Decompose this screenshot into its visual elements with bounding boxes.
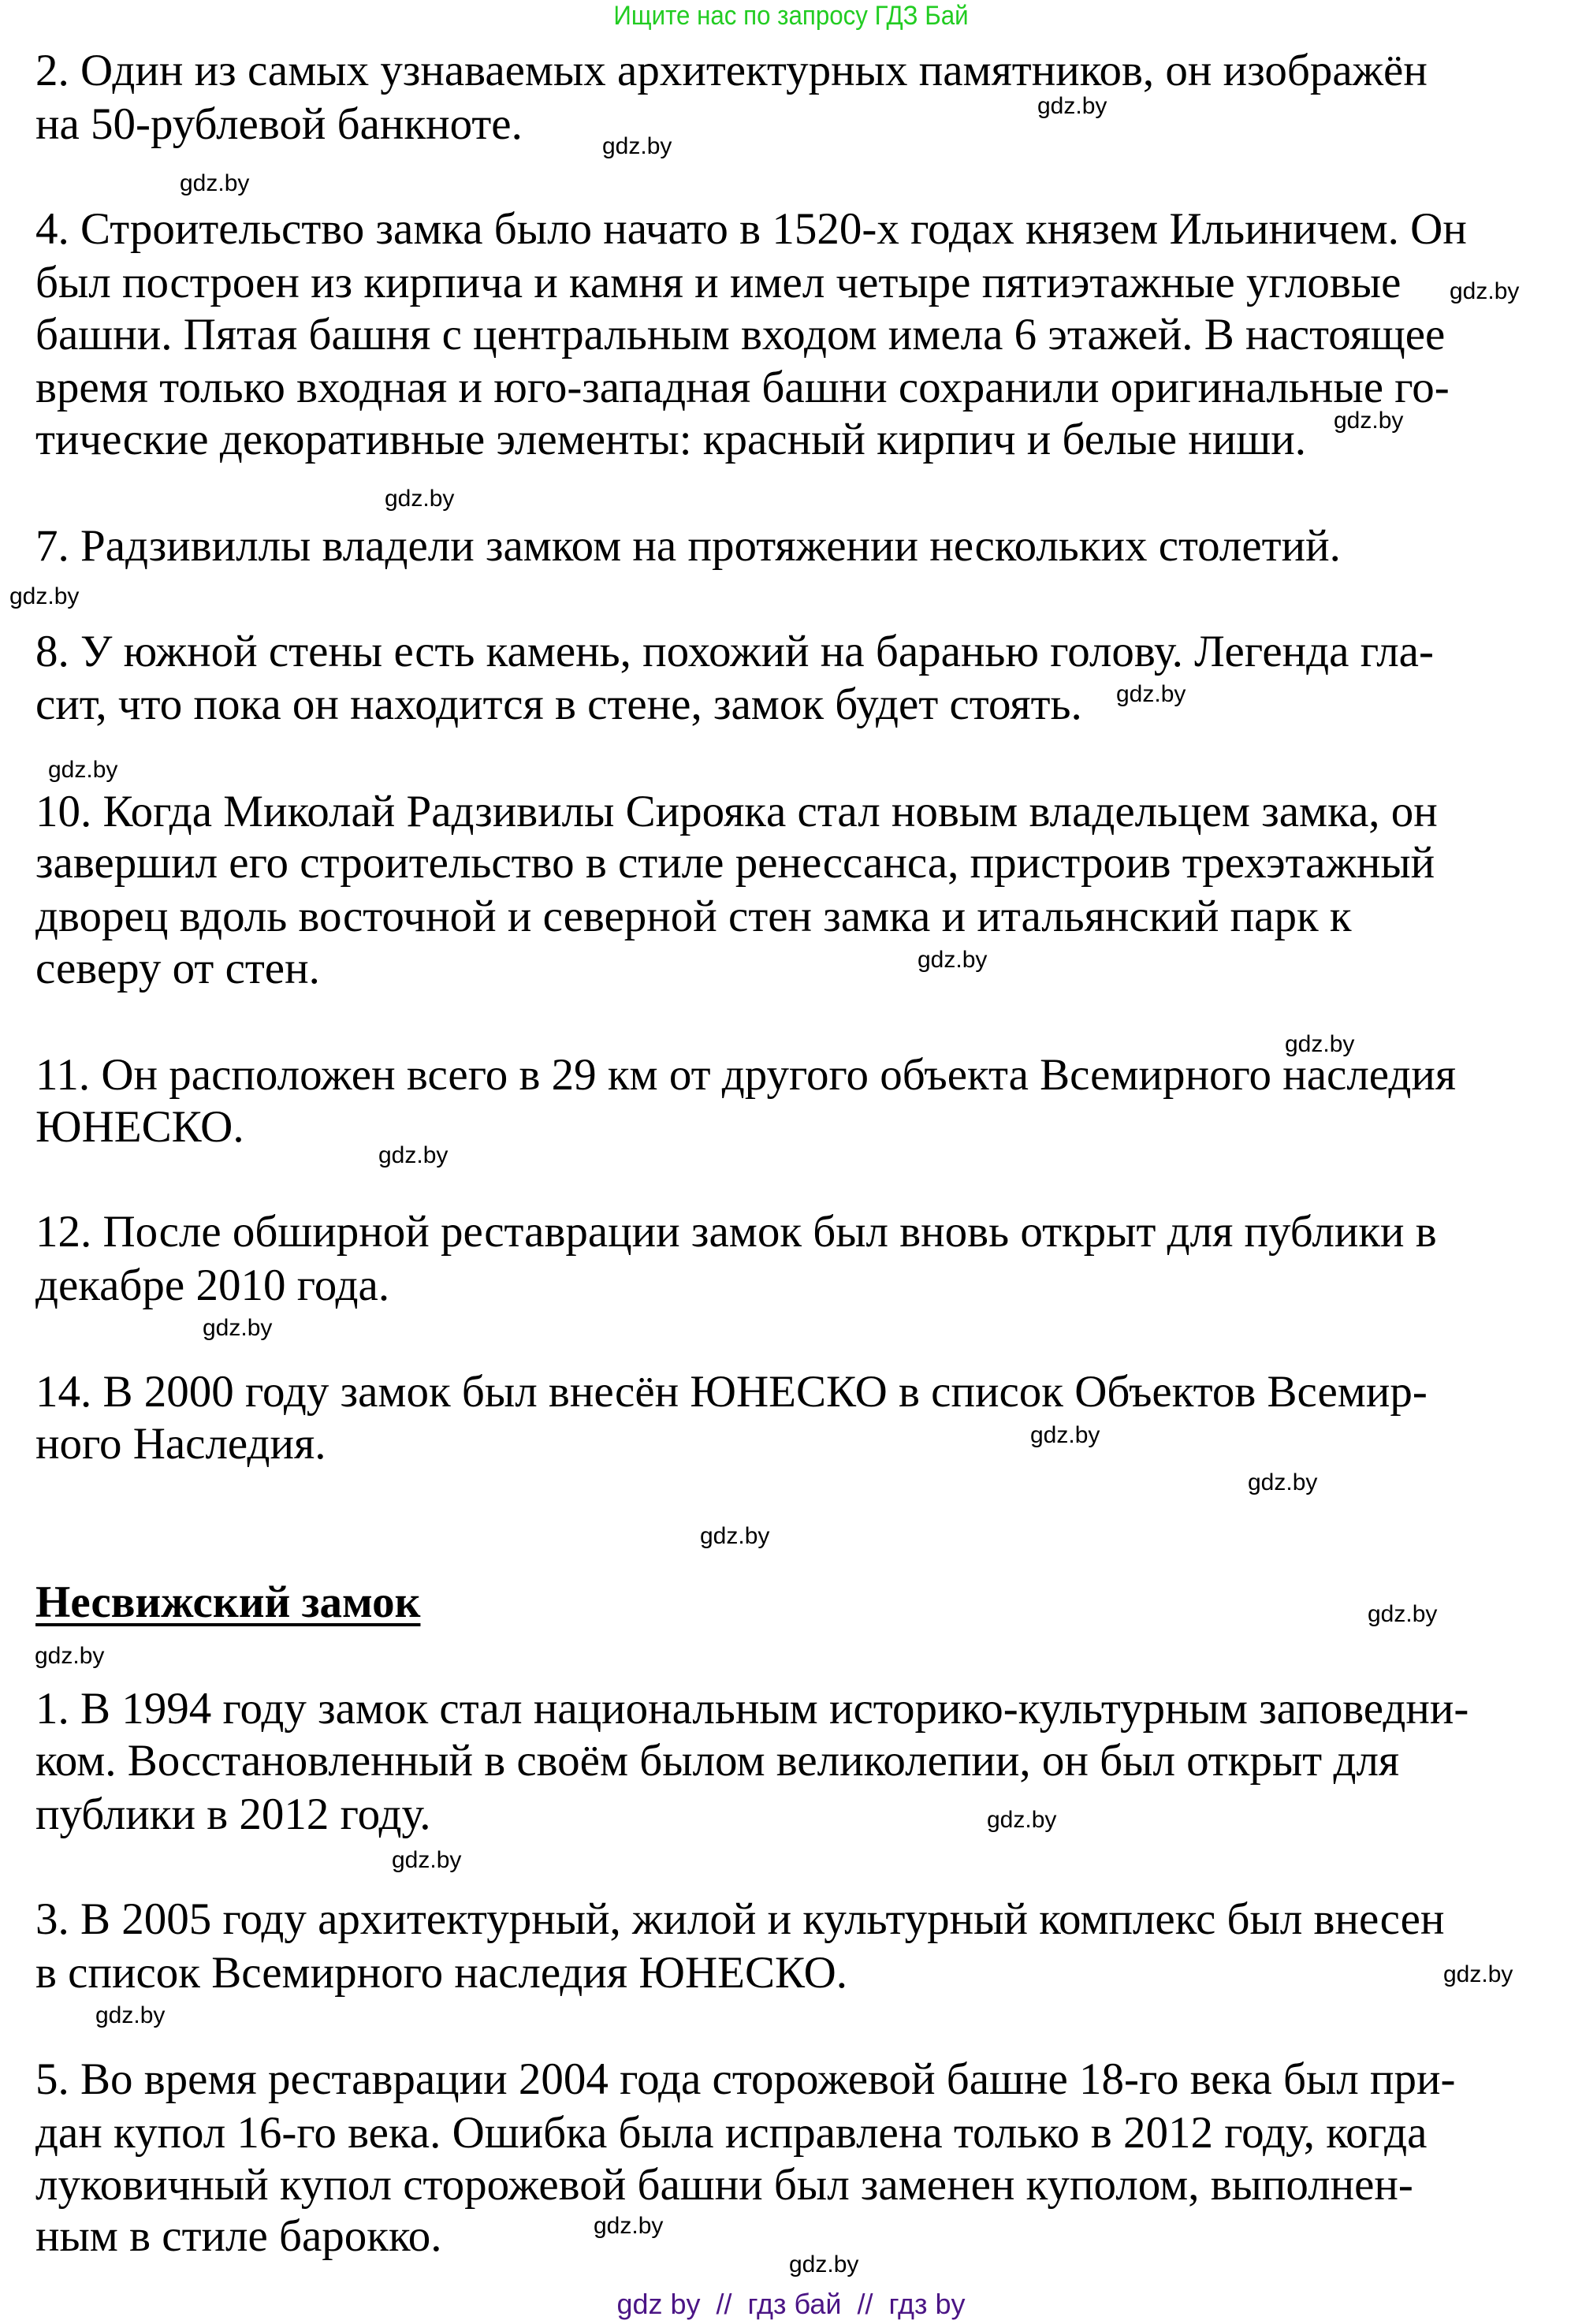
text-line: 1. В 1994 году замок стал национальным историко-культурным заповедни- (35, 1684, 1469, 1734)
watermark: gdz.by (1450, 278, 1520, 304)
watermark: gdz.by (1037, 93, 1107, 119)
text-line: ком. Восстановленный в своём былом великолепии, он был открыт для (35, 1736, 1400, 1786)
text-line: завершил его строительство в стиле ренессанса, пристроив трехэтажный (35, 838, 1435, 888)
text-line: 8. У южной стены есть камень, похожий на баранью голову. Легенда гла- (35, 627, 1434, 676)
text-line: время только входная и юго-западная башни сохранили оригинальные го- (35, 363, 1450, 412)
text-line: 10. Когда Миколай Радзивилы Сироякa стал новым владельцем замка, он (35, 787, 1438, 836)
text-line: 14. В 2000 году замок был внесён ЮНЕСКО в список Объектов Всемир- (35, 1367, 1428, 1417)
watermark: gdz.by (180, 170, 250, 196)
text-line: дворец вдоль восточной и северной стен замка и итальянский парк к (35, 892, 1352, 941)
watermark: gdz.by (602, 133, 672, 159)
watermark: gdz.by (918, 947, 988, 973)
text-line: дан купол 16-го века. Ошибка была исправлена только в 2012 году, когда (35, 2108, 1428, 2158)
text-line: тические декоративные элементы: красный кирпич и белые ниши. (35, 415, 1307, 464)
text-line: на 50-рублевой банкноте. (35, 99, 523, 149)
watermark: gdz.by (392, 1847, 462, 1873)
text-line: северу от стен. (35, 944, 320, 993)
text-line: башни. Пятая башня с центральным входом имела 6 этажей. В настоящее (35, 310, 1446, 359)
watermark: gdz.by (95, 2002, 166, 2028)
text-line: 5. Во время реставрации 2004 года сторожевой башне 18-го века был при- (35, 2054, 1456, 2104)
search-hint-banner: Ищите нас по запросу ГДЗ Бай (613, 1, 969, 31)
watermark: gdz.by (203, 1315, 273, 1341)
watermark: gdz.by (987, 1807, 1057, 1833)
text-line: публики в 2012 году. (35, 1790, 431, 1839)
text-line: сит, что пока он находится в стене, замок будет стоять. (35, 680, 1082, 729)
watermark: gdz.by (48, 757, 118, 783)
text-line: луковичный купол сторожевой башни был заменен куполом, выполнен- (35, 2160, 1413, 2210)
text-line: ного Наследия. (35, 1419, 326, 1469)
watermark: gdz.by (1334, 408, 1404, 434)
watermark: gdz.by (9, 583, 80, 609)
watermark: gdz.by (35, 1643, 105, 1669)
watermark: gdz.by (1368, 1601, 1438, 1627)
watermark: gdz.by (1443, 1961, 1513, 1987)
watermark: gdz.by (1116, 681, 1186, 707)
text-line: ным в стиле барокко. (35, 2211, 442, 2261)
watermark: gdz.by (594, 2213, 664, 2239)
text-line: 3. В 2005 году архитектурный, жилой и культурный комплекс был внесен (35, 1894, 1445, 1944)
section-heading: Несвижский замок (35, 1577, 421, 1627)
text-line: в список Всемирного наследия ЮНЕСКО. (35, 1948, 847, 1998)
text-line: был построен из кирпича и камня и имел четыре пятиэтажные угловые (35, 258, 1401, 307)
text-line: 7. Радзивиллы владели замком на протяжении нескольких столетий. (35, 521, 1341, 571)
watermark: gdz.by (789, 2251, 859, 2277)
text-line: 11. Он расположен всего в 29 км от другого объекта Всемирного наследия (35, 1050, 1457, 1100)
watermark: gdz.by (1030, 1422, 1100, 1448)
text-line: 4. Строительство замка было начато в 1520-х годах князем Ильиничем. Он (35, 204, 1467, 254)
watermark: gdz.by (700, 1523, 770, 1549)
watermark: gdz.by (1248, 1469, 1318, 1495)
footer-links: gdz by // гдз бай // гдз by (616, 2288, 966, 2320)
text-line: 12. После обширной реставрации замок был вновь открыт для публики в (35, 1207, 1437, 1257)
watermark: gdz.by (1285, 1031, 1355, 1057)
text-line: ЮНЕСКО. (35, 1102, 244, 1152)
watermark: gdz.by (385, 486, 455, 512)
text-line: 2. Один из самых узнаваемых архитектурных памятников, он изображён (35, 46, 1428, 95)
watermark: gdz.by (378, 1142, 449, 1168)
text-line: декабре 2010 года. (35, 1261, 390, 1310)
